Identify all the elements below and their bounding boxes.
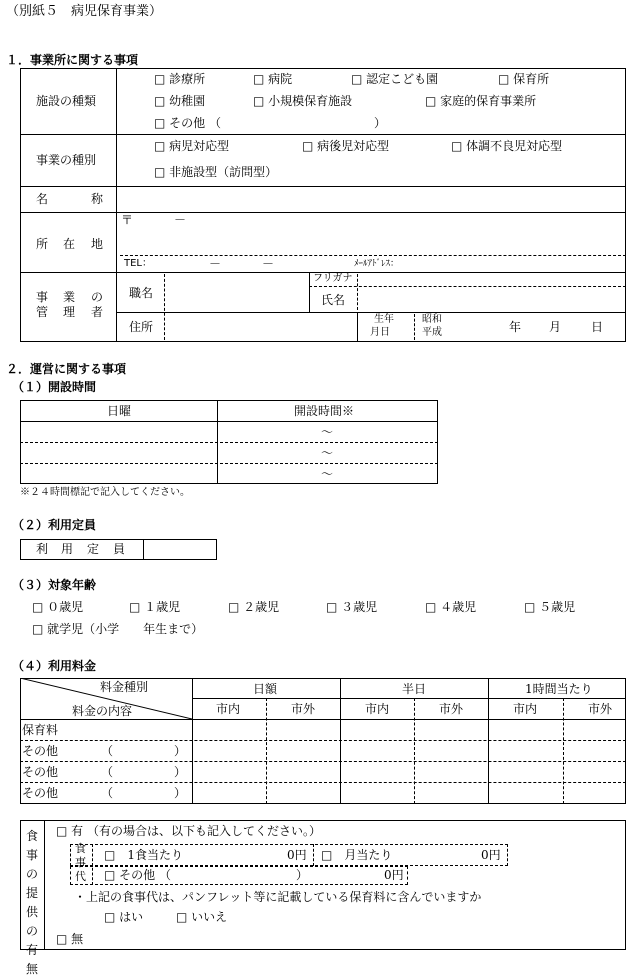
checkbox-meal-other[interactable]: □ その他 （ — [104, 868, 171, 882]
capacity-label-4: 員 — [113, 542, 126, 556]
meal-cost-side-1: 食 — [75, 842, 86, 855]
postal-mark: 〒 — [121, 213, 134, 227]
person-name-label: 氏名 — [321, 293, 346, 307]
tel-label: TEL： — [124, 258, 152, 269]
month-label: 月 — [549, 320, 562, 334]
era-showa[interactable]: 昭和 — [422, 314, 442, 325]
facility-type-label: 施設の種類 — [36, 94, 97, 108]
fees-sub-hour-in: 市内 — [513, 702, 538, 716]
email-label: ﾒｰﾙｱﾄﾞﾚｽ： — [354, 259, 400, 269]
fees-group-halfday: 半日 — [402, 682, 427, 696]
fees-sub-hour-out: 市外 — [588, 702, 613, 716]
business-type-label: 事業の種別 — [36, 153, 97, 167]
checkbox-nursery[interactable]: □ 保育所 — [498, 72, 550, 86]
hours-row-3[interactable]: ～ — [321, 467, 334, 481]
meal-cost-side-3: 代 — [75, 870, 86, 883]
year-label: 年 — [509, 320, 522, 334]
checkbox-per-month[interactable]: □ 月当たり — [321, 848, 393, 862]
fees-sub-daily-in: 市内 — [216, 702, 241, 716]
fees-sub-half-in: 市内 — [365, 702, 390, 716]
hours-col-day: 日曜 — [107, 404, 132, 418]
per-month-amount[interactable]: 0円 — [481, 848, 501, 862]
capacity-label-3: 定 — [87, 542, 100, 556]
fees-corner-top: 料金種別 — [100, 680, 149, 694]
checkbox-age-1[interactable]: □ １歳児 — [129, 600, 181, 614]
capacity-heading: （２）利用定員 — [12, 518, 97, 532]
hours-row-2[interactable]: ～ — [321, 446, 334, 460]
fees-row-other-3-close: ） — [174, 786, 187, 800]
position-label: 職名 — [129, 286, 154, 300]
fees-row-other-1: その他 — [22, 744, 59, 758]
manager-label-2: 業 — [63, 290, 76, 304]
checkbox-kindergarten[interactable]: □ 幼稚園 — [154, 94, 206, 108]
name-field[interactable] — [118, 189, 624, 210]
hours-note: ※２４時間標記で記入してください。 — [20, 487, 190, 498]
address-label-2: 在 — [63, 237, 76, 251]
capacity-label-1: 利 — [36, 542, 49, 556]
meal-cost-side-2: 事 — [75, 856, 86, 869]
checkbox-meal-no[interactable]: □ 無 — [56, 932, 84, 946]
manager-label-3: の — [91, 290, 104, 304]
capacity-field[interactable] — [146, 541, 215, 558]
fees-row-other-2-close: ） — [174, 765, 187, 779]
hours-row-1[interactable]: ～ — [321, 425, 334, 439]
checkbox-meal-yes[interactable]: □ 有 （有の場合は、以下も記入してください。） — [56, 824, 321, 838]
meal-side-7: 有 — [25, 943, 38, 957]
checkbox-clinic[interactable]: □ 診療所 — [154, 72, 206, 86]
furigana-label: フリガナ — [313, 273, 353, 284]
checkbox-included-no[interactable]: □ いいえ — [176, 910, 228, 924]
meal-side-3: の — [25, 867, 38, 881]
checkbox-age-3[interactable]: □ ３歳児 — [326, 600, 378, 614]
per-meal-amount[interactable]: 0円 — [287, 848, 307, 862]
checkbox-sick-child[interactable]: □ 病児対応型 — [154, 139, 230, 153]
checkbox-facility-other[interactable]: □ その他 （ — [154, 116, 221, 130]
checkbox-age-0[interactable]: □ ０歳児 — [32, 600, 84, 614]
manager-label-6: 者 — [91, 305, 104, 319]
document-header: （別紙５ 病児保育事業） — [6, 4, 163, 19]
fees-row-other-2-open: （ — [101, 765, 114, 779]
meal-other-amount[interactable]: 0円 — [384, 868, 404, 882]
manager-label-1: 事 — [36, 290, 49, 304]
manager-label-4: 管 — [36, 305, 49, 319]
hours-col-time: 開設時間※ — [294, 404, 355, 418]
meal-side-8: 無 — [25, 962, 38, 976]
checkbox-age-2[interactable]: □ ２歳児 — [228, 600, 280, 614]
name-label-2: 称 — [91, 192, 104, 206]
day-label: 日 — [591, 320, 604, 334]
checkbox-small-nursery[interactable]: □ 小規模保育施設 — [253, 94, 353, 108]
fees-corner-bottom: 料金の内容 — [72, 704, 133, 718]
fees-row-other-2: その他 — [22, 765, 59, 779]
manager-label-5: 理 — [63, 305, 76, 319]
section2-heading: ２．運営に関する事項 — [6, 362, 127, 376]
postal-dash: － — [174, 213, 187, 227]
fees-group-hourly: 1時間当たり — [525, 682, 593, 696]
era-heisei[interactable]: 平成 — [422, 327, 442, 338]
checkbox-home-nursery[interactable]: □ 家庭的保育事業所 — [425, 94, 537, 108]
fees-row-other-1-close: ） — [174, 744, 187, 758]
fees-sub-half-out: 市外 — [439, 702, 464, 716]
fees-row-other-3-open: （ — [101, 786, 114, 800]
checkbox-home-visit[interactable]: □ 非施設型（訪問型） — [154, 165, 278, 179]
capacity-label-2: 用 — [61, 542, 74, 556]
address-label-1: 所 — [36, 237, 49, 251]
fees-group-daily: 日額 — [253, 682, 278, 696]
fees-sub-daily-out: 市外 — [291, 702, 316, 716]
checkbox-age-4[interactable]: □ ４歳児 — [425, 600, 477, 614]
name-label-1: 名 — [36, 192, 49, 206]
meal-side-5: 供 — [25, 905, 38, 919]
checkbox-recovering-child[interactable]: □ 病後児対応型 — [302, 139, 390, 153]
meal-side-2: 事 — [25, 848, 38, 862]
checkbox-certified-kodomoen[interactable]: □ 認定こども園 — [351, 72, 439, 86]
birth-label-2: 月日 — [370, 327, 390, 338]
meal-side-6: の — [25, 924, 38, 938]
address-label-3: 地 — [91, 237, 104, 251]
fees-row-other-1-open: （ — [101, 744, 114, 758]
meal-other-close: ） — [296, 868, 309, 882]
meal-side-4: 提 — [25, 886, 38, 900]
fees-heading: （４）利用料金 — [12, 659, 97, 673]
meal-included-question: ・上記の食事代は、パンフレット等に記載している保育料に含んでいますか — [74, 890, 482, 904]
birth-label-1: 生年 — [374, 314, 394, 325]
facility-other-close: ） — [374, 116, 387, 130]
fees-row-other-3: その他 — [22, 786, 59, 800]
checkbox-school-age[interactable]: □ 就学児（小学 年生まで） — [32, 622, 204, 636]
tel-dash-2: － — [262, 257, 275, 271]
checkbox-hospital[interactable]: □ 病院 — [253, 72, 293, 86]
residence-label: 住所 — [129, 320, 154, 334]
fees-row-childcare: 保育料 — [22, 723, 59, 737]
hours-heading: （１）開設時間 — [12, 380, 97, 394]
checkbox-unwell-child[interactable]: □ 体調不良児対応型 — [451, 139, 563, 153]
checkbox-age-5[interactable]: □ ５歳児 — [524, 600, 576, 614]
checkbox-per-meal[interactable]: □ 1食当たり — [104, 848, 183, 862]
checkbox-included-yes[interactable]: □ はい — [104, 910, 144, 924]
meal-side-1: 食 — [25, 829, 38, 843]
ages-heading: （３）対象年齢 — [12, 578, 97, 592]
tel-dash-1: － — [209, 257, 222, 271]
section1-heading: １．事業所に関する事項 — [6, 53, 139, 67]
